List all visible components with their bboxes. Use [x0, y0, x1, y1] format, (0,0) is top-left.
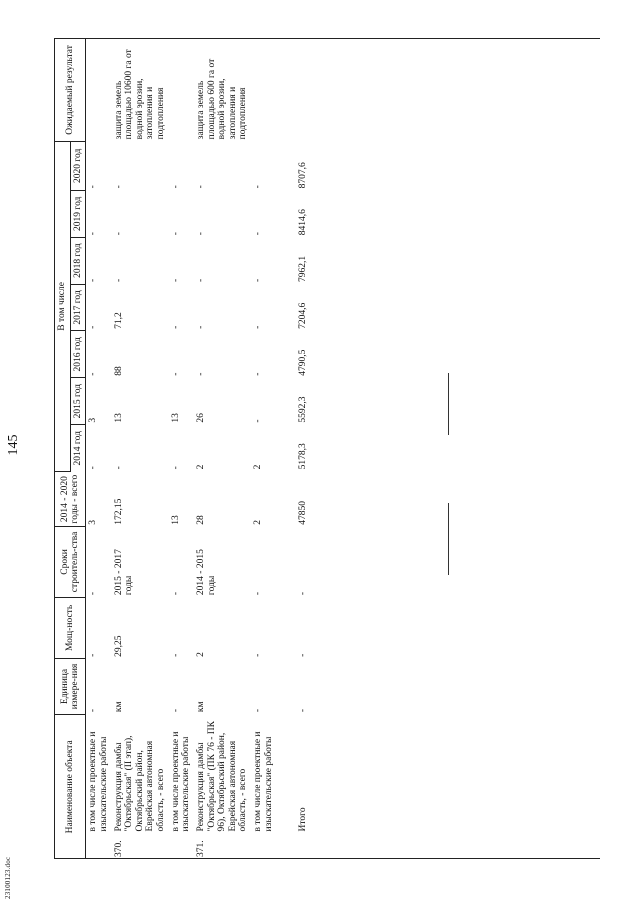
row-unit: -: [298, 709, 309, 713]
header-unit: Единица измере-ния: [55, 659, 86, 714]
row-2014: -: [170, 466, 181, 470]
row-name: Реконструкция дамбы "Октябрьская" (ПК 76 - ПК 96), Октябрьский район, Еврейская автономная область, - всего: [195, 721, 249, 832]
row-2019: -: [113, 232, 124, 236]
header-year-2020: 2020 год: [70, 141, 86, 190]
row-2017: -: [253, 325, 263, 329]
row-2014: 2: [195, 464, 206, 470]
document-code: 23100123.doc: [4, 856, 12, 899]
row-2018: -: [113, 278, 124, 283]
row-2017: 71,2: [113, 312, 124, 329]
header-year-2016: 2016 год: [70, 331, 86, 378]
row-2015: 26: [195, 413, 206, 423]
row-name: в том числе проектные и изыскательские работы: [253, 731, 274, 832]
row-2014: 5178,3: [298, 443, 309, 470]
header-year-2019: 2019 год: [70, 190, 86, 237]
row-total: 3: [88, 520, 99, 525]
program-table: [54, 39, 311, 859]
row-2016: 88: [113, 366, 124, 376]
table-row: [86, 39, 112, 859]
row-total: 28: [195, 515, 206, 525]
row-number: [251, 833, 276, 859]
row-result: [251, 39, 276, 141]
row-2018: -: [88, 278, 99, 283]
row-2015: 5592,3: [298, 396, 309, 423]
row-2020: 8707,6: [298, 162, 309, 189]
row-2015: 13: [170, 413, 181, 423]
header-year-2017: 2017 год: [70, 284, 86, 331]
row-2019: -: [253, 232, 263, 236]
row-2018: 7962,1: [298, 255, 309, 283]
row-result: защита земель площадью 600 га от водной эрозии, затопления и подтопления: [195, 58, 249, 140]
row-capacity: -: [88, 653, 99, 657]
row-2020: -: [253, 185, 263, 189]
row-terms: -: [298, 591, 309, 596]
header-year-2018: 2018 год: [70, 237, 86, 284]
separator-line: [448, 503, 449, 575]
row-total: 47850: [298, 501, 309, 525]
row-name: в том числе проектные и изыскательские работы: [170, 731, 192, 832]
row-terms: -: [170, 591, 181, 596]
row-terms: -: [88, 591, 99, 596]
row-2016: -: [170, 372, 181, 376]
row-capacity: -: [298, 653, 309, 657]
header-including: В том числе: [55, 141, 71, 471]
row-2019: -: [88, 232, 99, 236]
row-unit: км: [113, 701, 124, 713]
row-result: [86, 39, 112, 141]
total-row: [276, 39, 311, 859]
row-unit: -: [170, 709, 181, 713]
row-2016: -: [88, 372, 99, 376]
row-2018: -: [170, 278, 181, 283]
row-total: 172,15: [113, 498, 124, 525]
row-2017: -: [88, 325, 99, 329]
row-terms: 2015 - 2017 годы: [113, 549, 135, 596]
row-2017: -: [170, 325, 181, 329]
row-2020: -: [195, 185, 206, 189]
header-total: 2014 - 2020 годы - всего: [55, 471, 86, 526]
page-number: 145: [6, 434, 21, 456]
row-capacity: -: [253, 653, 263, 657]
header-terms: Сроки строитель-ства: [55, 527, 86, 597]
row-result: [169, 39, 194, 141]
header-result: Ожидаемый результат: [55, 39, 86, 141]
row-capacity: -: [170, 653, 181, 657]
row-2020: -: [170, 185, 181, 189]
row-2014: -: [88, 466, 99, 470]
row-number: [276, 833, 311, 859]
row-2018: -: [253, 278, 263, 283]
row-capacity: 2: [195, 652, 206, 657]
row-result: [276, 39, 311, 141]
row-2015: 13: [113, 413, 124, 423]
row-2018: -: [195, 278, 206, 283]
row-2019: 8414,6: [298, 209, 309, 236]
header-year-2014: 2014 год: [70, 425, 86, 472]
row-terms: 2014 - 2015 годы: [195, 549, 217, 596]
row-number: 370.: [113, 840, 124, 857]
row-unit: км: [195, 701, 206, 713]
row-2016: -: [195, 372, 206, 376]
row-2014: 2: [253, 464, 263, 470]
row-total: 2: [253, 520, 263, 525]
table-row: [251, 39, 276, 859]
row-2020: -: [88, 185, 99, 189]
row-name: Реконструкция дамбы "Октябрьская" (II этап), Октябрьский район, Еврейская автономная область, - всего: [113, 735, 166, 832]
header-capacity: Мощ-ность: [55, 597, 86, 659]
row-number: [169, 833, 194, 859]
row-2016: -: [253, 372, 263, 376]
row-2019: -: [195, 232, 206, 236]
row-2020: -: [113, 185, 124, 189]
row-2015: 3: [88, 417, 99, 423]
row-total: 13: [170, 515, 181, 525]
header-year-2015: 2015 год: [70, 378, 86, 425]
row-2017: 7204,6: [298, 302, 309, 329]
row-unit: -: [253, 709, 263, 713]
row-result: защита земель площадью 10600 га от водной эрозии, затопления и подтопления: [113, 49, 166, 140]
table-row: [194, 39, 251, 859]
row-name: Итого: [298, 807, 309, 832]
row-2019: -: [170, 232, 181, 236]
row-terms: -: [253, 591, 263, 596]
row-unit: -: [88, 709, 99, 713]
row-number: 371.: [195, 840, 206, 857]
row-name: в том числе проектные и изыскательские работы: [88, 731, 109, 832]
table-row: [169, 39, 194, 859]
table-row: [112, 39, 169, 859]
separator-line: [448, 373, 449, 435]
row-2014: -: [113, 466, 124, 470]
row-2015: -: [253, 419, 263, 423]
row-2017: -: [195, 325, 206, 329]
header-name: Наименование объекта: [55, 714, 86, 859]
row-2016: 4790,5: [298, 349, 309, 376]
row-number: [86, 833, 112, 859]
row-capacity: 29,25: [113, 635, 124, 657]
